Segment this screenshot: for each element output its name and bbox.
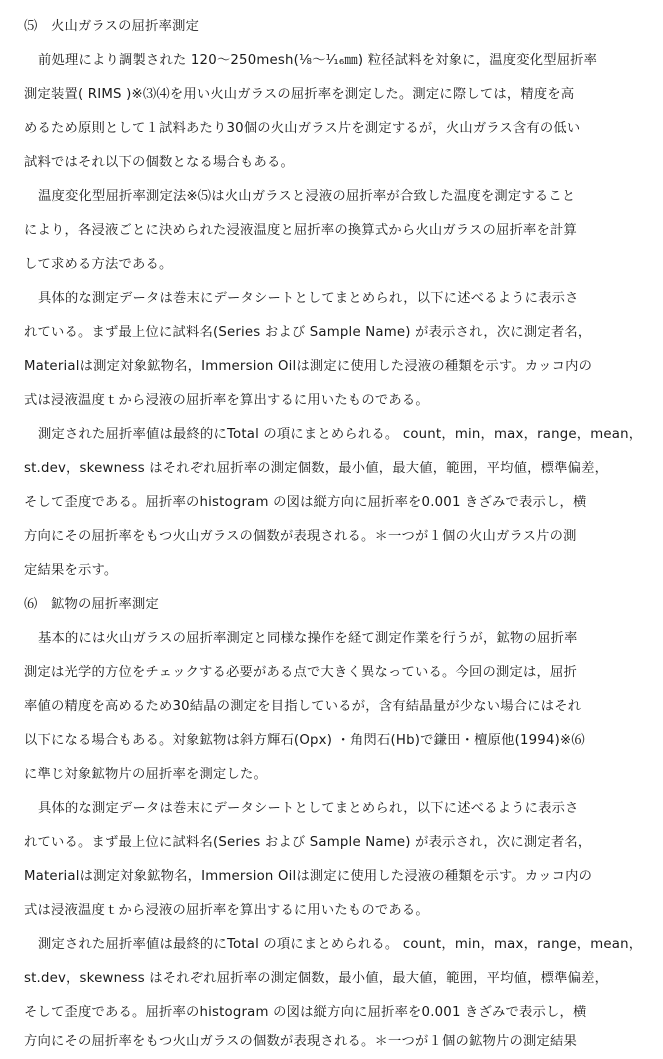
text-line: 測定装置( RIMS )※⑶⑷を用い火山ガラスの屈折率を測定した。測定に際しては，精度を高 bbox=[24, 87, 575, 102]
text-line: st.dev，skewness はそれぞれ屈折率の測定個数，最小値，最大値，範囲，平均値，標準偏差， bbox=[24, 971, 609, 986]
text-line: 基本的には火山ガラスの屈折率測定と同様な操作を経て測定作業を行うが，鉱物の屈折率 bbox=[38, 631, 578, 646]
text-line: そして歪度である。屈折率のhistogram の図は縦方向に屈折率を0.001 きざみで表示し，横 bbox=[24, 1005, 587, 1020]
text-line: 方向にその屈折率をもつ火山ガラスの個数が表現される。＊一つが１個の鉱物片の測定結果 bbox=[24, 1034, 577, 1049]
text-line: 以下になる場合もある。対象鉱物は斜方輝石(Opx) ・角閃石(Hb)で鎌田・檀原他(1994)※⑹ bbox=[24, 733, 585, 748]
text-line: Materialは測定対象鉱物名，Immersion Oilは測定に使用した浸液の種類を示す。カッコ内の bbox=[24, 359, 593, 374]
text-line: 式は浸液温度ｔから浸液の屈折率を算出するに用いたものである。 bbox=[24, 393, 429, 408]
text-line: れている。まず最上位に試料名(Series および Sample Name) が表示され，次に測定者名， bbox=[24, 835, 592, 850]
text-line: により，各浸液ごとに決められた浸液温度と屈折率の換算式から火山ガラスの屈折率を計算 bbox=[24, 223, 577, 238]
text-line: に準じ対象鉱物片の屈折率を測定した。 bbox=[24, 767, 267, 782]
text-line: めるため原則として１試料あたり30個の火山ガラス片を測定するが，火山ガラス含有の低い bbox=[24, 121, 581, 136]
text-line: 測定された屈折率値は最終的にTotal の項にまとめられる。 count，min，max，range，mean， bbox=[38, 427, 643, 442]
text-line: Materialは測定対象鉱物名，Immersion Oilは測定に使用した浸液の種類を示す。カッコ内の bbox=[24, 869, 593, 884]
text-line: そして歪度である。屈折率のhistogram の図は縦方向に屈折率を0.001 きざみで表示し，横 bbox=[24, 495, 587, 510]
text-line: して求める方法である。 bbox=[24, 257, 173, 272]
text-line: 測定は光学的方位をチェックする必要がある点で大きく異なっている。今回の測定は，屈折 bbox=[24, 665, 577, 680]
section-6-heading: ⑹ 鉱物の屈折率測定 bbox=[24, 597, 159, 612]
text-line: 測定された屈折率値は最終的にTotal の項にまとめられる。 count，min，max，range，mean， bbox=[38, 937, 643, 952]
text-line: 具体的な測定データは巻末にデータシートとしてまとめられ，以下に述べるように表示さ bbox=[38, 801, 579, 816]
text-line: 温度変化型屈折率測定法※⑸は火山ガラスと浸液の屈折率が合致した温度を測定すること bbox=[38, 189, 576, 204]
text-line: 前処理により調製された 120～250mesh(⅛～⅟₁₆㎜) 粒径試料を対象に，温度変化型屈折率 bbox=[38, 53, 598, 68]
text-line: れている。まず最上位に試料名(Series および Sample Name) が表示され，次に測定者名， bbox=[24, 325, 592, 340]
text-line: 試料ではそれ以下の個数となる場合もある。 bbox=[24, 155, 294, 170]
text-line: 定結果を示す。 bbox=[24, 563, 118, 578]
text-line: 方向にその屈折率をもつ火山ガラスの個数が表現される。＊一つが１個の火山ガラス片の測 bbox=[24, 529, 577, 544]
text-line: 具体的な測定データは巻末にデータシートとしてまとめられ，以下に述べるように表示さ bbox=[38, 291, 579, 306]
text-line: st.dev，skewness はそれぞれ屈折率の測定個数，最小値，最大値，範囲，平均値，標準偏差， bbox=[24, 461, 609, 476]
text-line: 率値の精度を高めるため30結晶の測定を目指しているが，含有結晶量が少ない場合にはそれ bbox=[24, 699, 582, 714]
section-5-heading: ⑸ 火山ガラスの屈折率測定 bbox=[24, 19, 200, 34]
text-line: 式は浸液温度ｔから浸液の屈折率を算出するに用いたものである。 bbox=[24, 903, 429, 918]
